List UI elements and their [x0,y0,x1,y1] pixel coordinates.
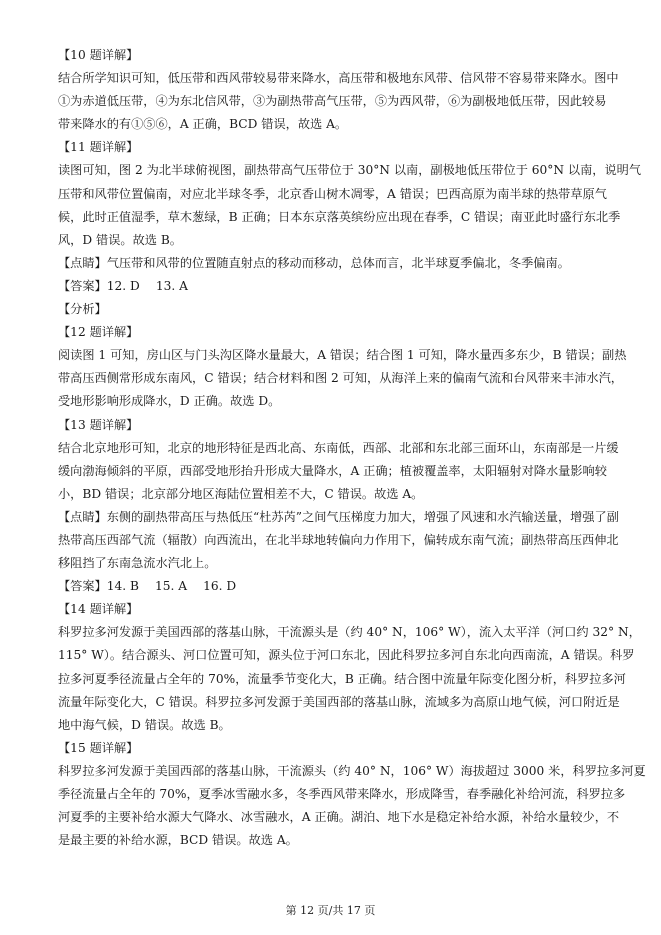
text-line: 地中海气候，D 错误。故选 B。 [58,717,231,732]
page-body [58,44,646,852]
text-line: 【12 题详解】 [58,325,139,340]
text-line: 读图可知，图 2 为北半球俯视图，副热带高气压带位于 30°N 以南，副极地低压带位于 60°N 以南，说明气 [58,163,642,178]
text-line: 受地形影响形成降水，D 正确。故选 D。 [58,394,281,409]
text-line: 是最主要的补给水源，BCD 错误。故选 A。 [58,833,298,848]
text-line: 【分析】 [58,302,107,317]
text-line: 热带高压西部气流（辐散）向西流出，在北半球地转偏向力作用下，偏转成东南气流；副热带高压西伸北 [58,532,619,547]
text-line: 风，D 错误。故选 B。 [58,232,182,247]
text-line: 阅读图 1 可知，房山区与门头沟区降水量最大，A 错误；结合图 1 可知，降水量西多东少，B 错误；副热 [58,348,627,363]
text-line: 压带和风带位置偏南，对应北半球冬季，北京香山树木凋零，A 错误；巴西高原为南半球的热带草原气 [58,186,607,201]
text-line: 【10 题详解】 [58,48,139,62]
text-line: 缓向渤海倾斜的平原，西部受地形抬升形成大量降水，A 正确；植被覆盖率，太阳辐射对降水量影响较 [58,463,607,478]
text-line: 带来降水的有①⑤⑥，A 正确，BCD 错误，故选 A。 [58,117,348,132]
text-line: 带高压西侧常形成东南风，C 错误；结合材料和图 2 可知，从海洋上来的偏南气流和台风带来丰沛水汽， [58,371,623,386]
text-line: 【点睛】东侧的副热带高压与热低压“杜苏芮”之间气压梯度力加大，增强了风速和水汽输送量，增强了副 [58,509,619,524]
text-line: 小，BD 错误；北京部分地区海陆位置相差不大，C 错误。故选 A。 [58,486,424,501]
text-line: 流量年际变化大，C 错误。科罗拉多河发源于美国西部的落基山脉，流域多为高原山地气候，河口附近是 [58,694,620,709]
text-line: 【11 题详解】 [58,140,139,155]
text-line: 季径流量占全年的 70%，夏季冰雪融水多，冬季西风带来降水，形成降雪，春季融化补给河流，科罗拉多 [58,787,626,801]
text-line: 候，此时正值湿季，草木葱绿，B 正确；日本东京落英缤纷应出现在春季，C 错误；南亚此时盛行东北季 [58,209,621,224]
text-line: 【14 题详解】 [58,602,139,617]
text-line: 【答案】14. B 15. A 16. D [58,579,237,594]
text-line: 【13 题详解】 [58,417,139,432]
text-line: 科罗拉多河发源于美国西部的落基山脉，干流源头（约 40° N，106° W）海拔超过 3000 米，科罗拉多河夏 [58,763,646,778]
text-line: 115° W）。结合源头、河口位置可知，源头位于河口东北，因此科罗拉多河自东北向西南流，A 错误。科罗 [58,648,635,663]
text-line: 拉多河夏季径流量占全年的 70%，流量季节变化大，B 正确。结合图中流量年际变化图分析，科罗拉多河 [58,671,626,686]
text-line: 【答案】12. D 13. A [58,278,188,293]
text-line: 结合北京地形可知，北京的地形特征是西北高、东南低，西部、北部和东北部三面环山，东南部是一片缓 [58,440,619,455]
text-line: 结合所学知识可知，低压带和西风带较易带来降水，高压带和极地东风带、信风带不容易带来降水。图中 [58,71,619,86]
text-line: 河夏季的主要补给水源大气降水、冰雪融水，A 正确。湖泊、地下水是稳定补给水源，补给水量较少，不 [58,810,620,825]
text-line: ①为赤道低压带，④为东北信风带，③为副热带高气压带，⑤为西风带，⑥为副极地低压带，因此较易 [58,94,607,109]
text-line: 移阻挡了东南急流水汽北上。 [58,556,217,571]
text-line: 【15 题详解】 [58,740,139,755]
text-line: 【点睛】气压带和风带的位置随直射点的移动而移动，总体而言，北半球夏季偏北，冬季偏南。 [58,255,570,270]
text-line: 科罗拉多河发源于美国西部的落基山脉，干流源头是（约 40° N，106° W），流入太平洋（河口约 32° N， [58,625,641,640]
page-footer: 第 12 页/共 17 页 [285,904,376,917]
